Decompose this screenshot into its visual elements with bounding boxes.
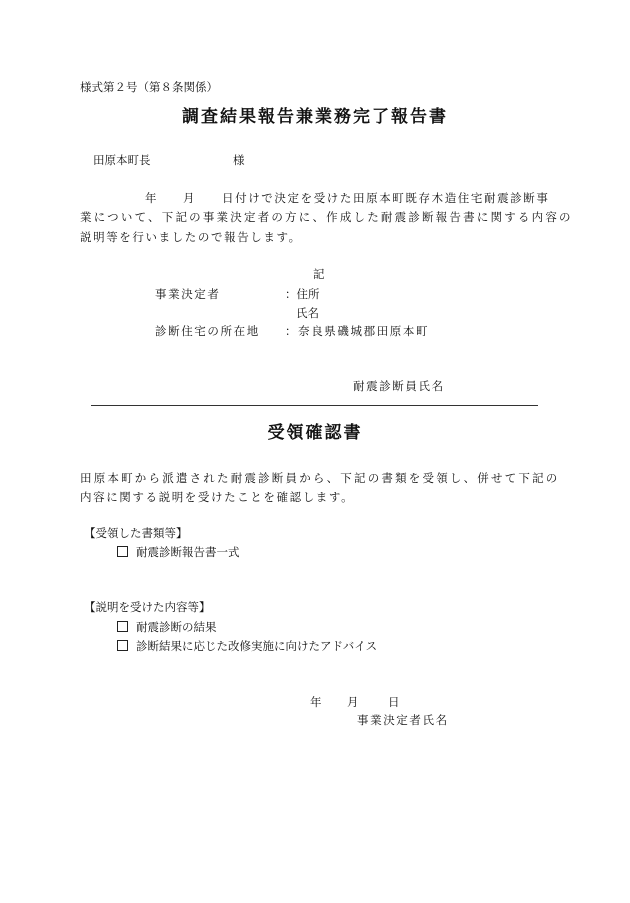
receipt-date-month: 月 (347, 695, 359, 709)
report-title: 調査結果報告兼業務完了報告書 (182, 107, 448, 127)
name-label: 氏名 (296, 306, 319, 320)
receipt-title: 受領確認書 (267, 423, 363, 443)
explain-heading: 【説明を受けた内容等】 (84, 600, 211, 614)
report-body-line: 説明等を行いましたので報告します。 (80, 230, 302, 244)
ki-heading: 記 (313, 267, 325, 281)
location-label: 診断住宅の所在地 (155, 324, 260, 338)
checkbox[interactable] (117, 621, 128, 632)
receipt-date-year: 年 (310, 695, 322, 709)
explain-item (117, 639, 377, 653)
report-body-line: 日付けで決定を受けた田原本町既存木造住宅耐震診断事 (222, 191, 550, 205)
docs-item (117, 545, 240, 559)
form-number: 様式第２号（第８条関係） (80, 80, 218, 94)
checkbox[interactable] (117, 546, 128, 557)
date-year: 年 (145, 191, 157, 205)
date-month: 月 (183, 191, 195, 205)
receipt-body-line: 内容に関する説明を受けたことを確認します。 (80, 490, 355, 504)
honorific: 様 (233, 153, 245, 167)
addressee: 田原本町長 (93, 153, 151, 167)
docs-item-label: 耐震診断報告書一式 (136, 545, 240, 559)
signer-label: 事業決定者氏名 (357, 713, 449, 727)
inspector-label: 耐震診断員氏名 (353, 379, 445, 393)
address-label: ：住所 (285, 287, 320, 301)
divider (91, 405, 538, 406)
decider-label: 事業決定者 (155, 287, 221, 301)
checkbox[interactable] (117, 640, 128, 651)
report-body-line: 業について、下記の事業決定者の方に、作成した耐震診断報告書に関する内容の (80, 210, 573, 224)
docs-heading: 【受領した書類等】 (84, 526, 188, 540)
explain-item-label: 診断結果に応じた改修実施に向けたアドバイス (136, 639, 378, 653)
location-value: ：奈良県磯城郡田原本町 (285, 324, 430, 338)
explain-item (117, 620, 217, 634)
explain-item-label: 耐震診断の結果 (136, 620, 217, 634)
receipt-body-line: 田原本町から派遣された耐震診断員から、下記の書類を受領し、併せて下記の (80, 471, 560, 485)
receipt-date-day: 日 (388, 695, 400, 709)
